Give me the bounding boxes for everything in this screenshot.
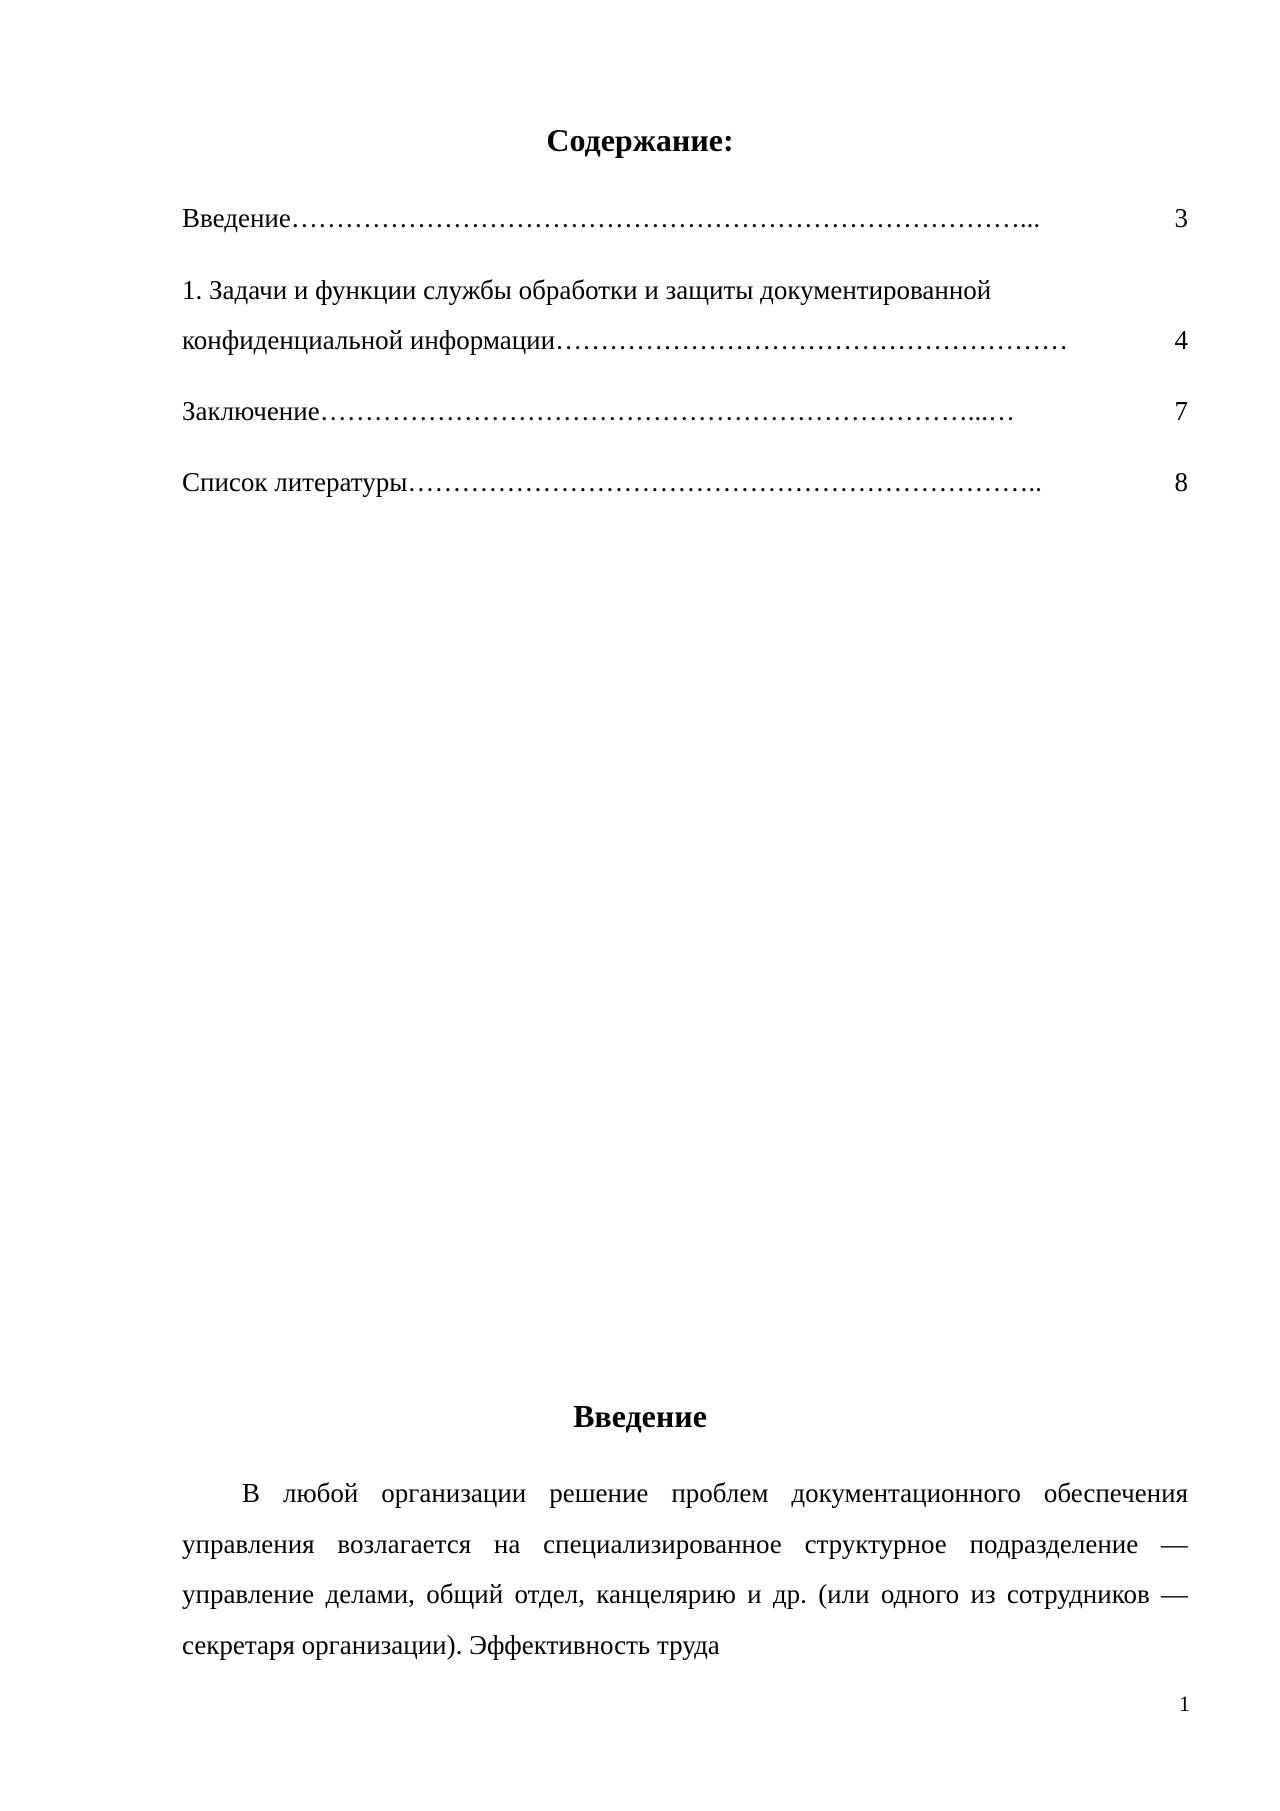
toc-title: Содержание: bbox=[546, 122, 734, 158]
toc-entry-text: Введение bbox=[182, 203, 291, 233]
toc-leader-dots: …………………………………………………………….. bbox=[407, 467, 1042, 497]
toc-entry-page: 7 bbox=[1174, 396, 1188, 426]
toc-entry-page: 8 bbox=[1174, 467, 1188, 497]
toc-entry-line bbox=[182, 457, 1188, 507]
toc-leader-dots: ………………………………………………… bbox=[555, 325, 1069, 355]
toc-entry-references[interactable] bbox=[182, 457, 1188, 507]
toc-entry-line bbox=[182, 315, 1188, 365]
toc-entry-text: Список литературы bbox=[182, 467, 408, 497]
introduction-paragraph: В любой организации решение проблем документационного обеспечения управления возлагается на специализированное структурное подразделение — управление делами, общий отдел, канцелярию и др. (или одного из сотрудников — секретаря организации). Эффективность труда bbox=[182, 1478, 1188, 1660]
page-number: 1 bbox=[1179, 1691, 1190, 1716]
toc-entry-page: 3 bbox=[1174, 203, 1188, 233]
toc-entry-text: конфиденциальной информации bbox=[182, 325, 556, 355]
toc-entry-line bbox=[182, 193, 1188, 243]
section-title-introduction: Введение bbox=[573, 1398, 707, 1434]
toc-entry-page: 4 bbox=[1174, 325, 1188, 355]
toc-entry-line bbox=[182, 386, 1188, 436]
toc-entry-text: Заключение bbox=[182, 396, 320, 426]
toc-entry-conclusion[interactable] bbox=[182, 386, 1188, 436]
toc-leader-dots: ………………………………………………………………...… bbox=[319, 396, 1015, 426]
toc-entry-text-line1: 1. Задачи и функции службы обработки и защиты документированной bbox=[182, 275, 992, 305]
toc-leader-dots: ………………………………………………………………………... bbox=[290, 203, 1041, 233]
toc-entry-chapter-1[interactable] bbox=[182, 265, 1188, 365]
toc-entry-introduction[interactable] bbox=[182, 193, 1188, 243]
